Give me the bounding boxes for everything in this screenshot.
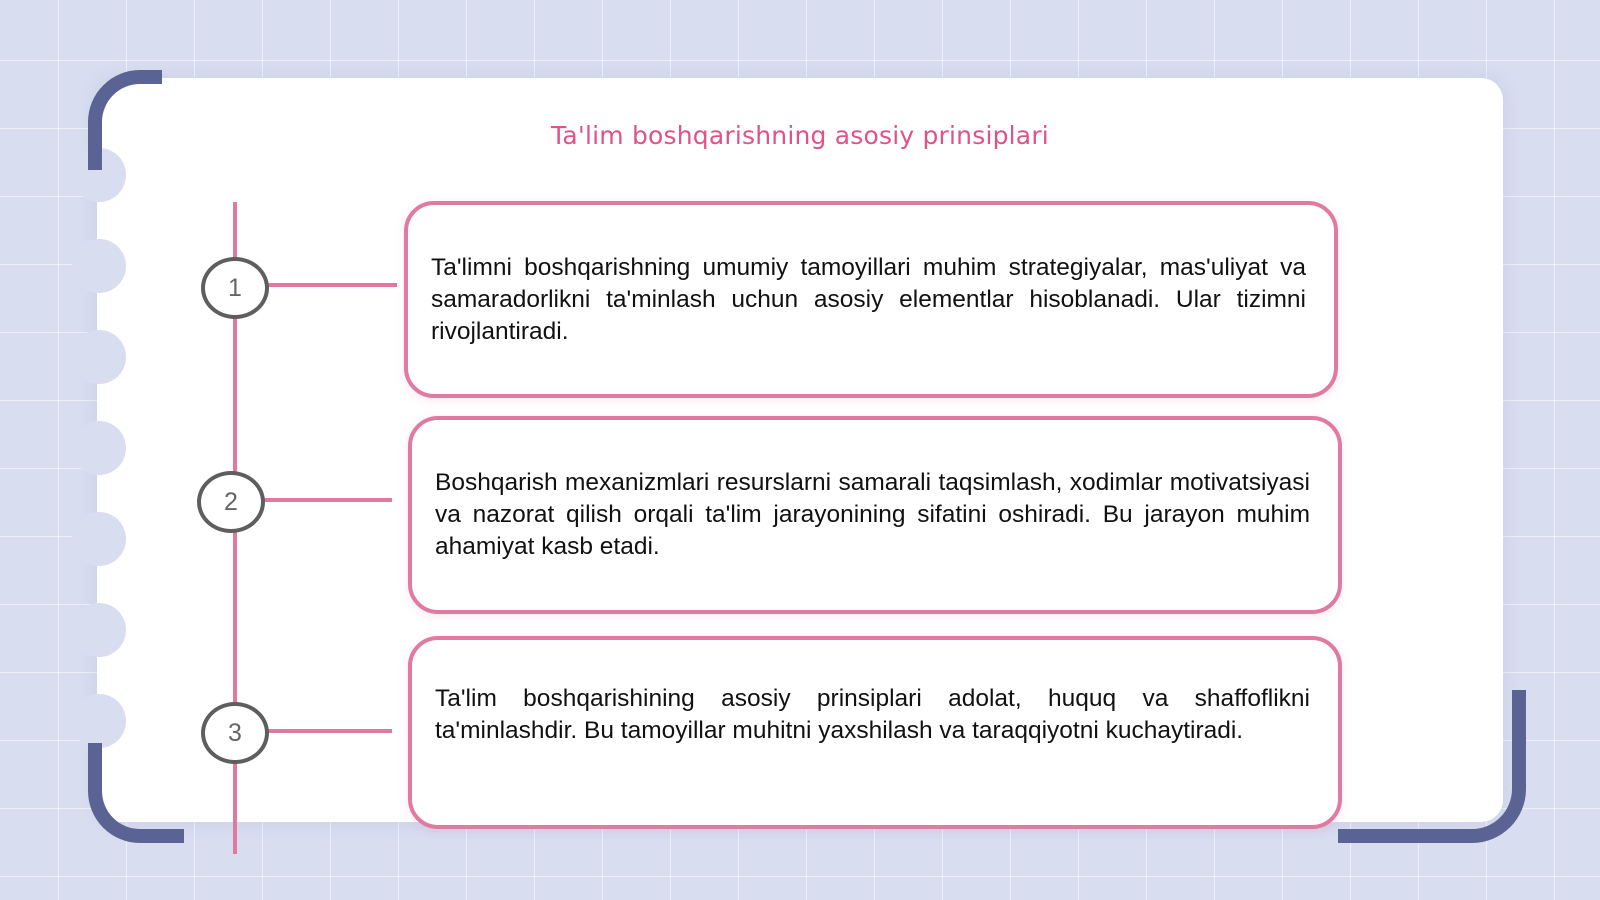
frame-corner-bottom-left bbox=[88, 743, 184, 843]
step-number-label: 3 bbox=[228, 718, 242, 747]
card-scallop bbox=[72, 330, 126, 384]
card-scallop bbox=[72, 239, 126, 293]
step-number-2 bbox=[197, 471, 265, 533]
card-scallop bbox=[72, 694, 126, 748]
card-scallop bbox=[72, 603, 126, 657]
principle-text-3: Ta'lim boshqarishining asosiy prinsiplari adolat, huquq va shaffoflikni ta'minlashdir. Bu tamoyillar muhitni yaxshilash va taraqqiyotni kuchaytiradi. bbox=[435, 685, 1310, 744]
principle-text-2: Boshqarish mexanizmlari resurslarni samarali taqsimlash, xodimlar motivatsiyasi va nazorat qilish orqali ta'lim jarayonining sifatini oshiradi. Bu jarayon muhim ahamiyat kasb etadi. bbox=[435, 469, 1310, 560]
step-number-3 bbox=[201, 702, 269, 764]
timeline-connector bbox=[260, 498, 392, 502]
principle-text-1: Ta'limni boshqarishning umumiy tamoyillari muhim strategiyalar, mas'uliyat va samaradorlikni ta'minlash uchun asosiy elementlar hisoblanadi. Ular tizimni rivojlantiradi. bbox=[431, 254, 1306, 345]
slide-title: Ta'lim boshqarishning asosiy prinsiplari bbox=[551, 121, 1049, 150]
step-number-label: 2 bbox=[224, 487, 238, 516]
card-scallop bbox=[72, 421, 126, 475]
card-scallop bbox=[72, 512, 126, 566]
frame-corner-top-left bbox=[88, 70, 162, 170]
step-number-label: 1 bbox=[228, 273, 242, 302]
timeline-connector bbox=[263, 283, 397, 287]
timeline-connector bbox=[263, 729, 392, 733]
frame-corner-bottom-right bbox=[1338, 690, 1526, 843]
step-number-1 bbox=[201, 257, 269, 319]
